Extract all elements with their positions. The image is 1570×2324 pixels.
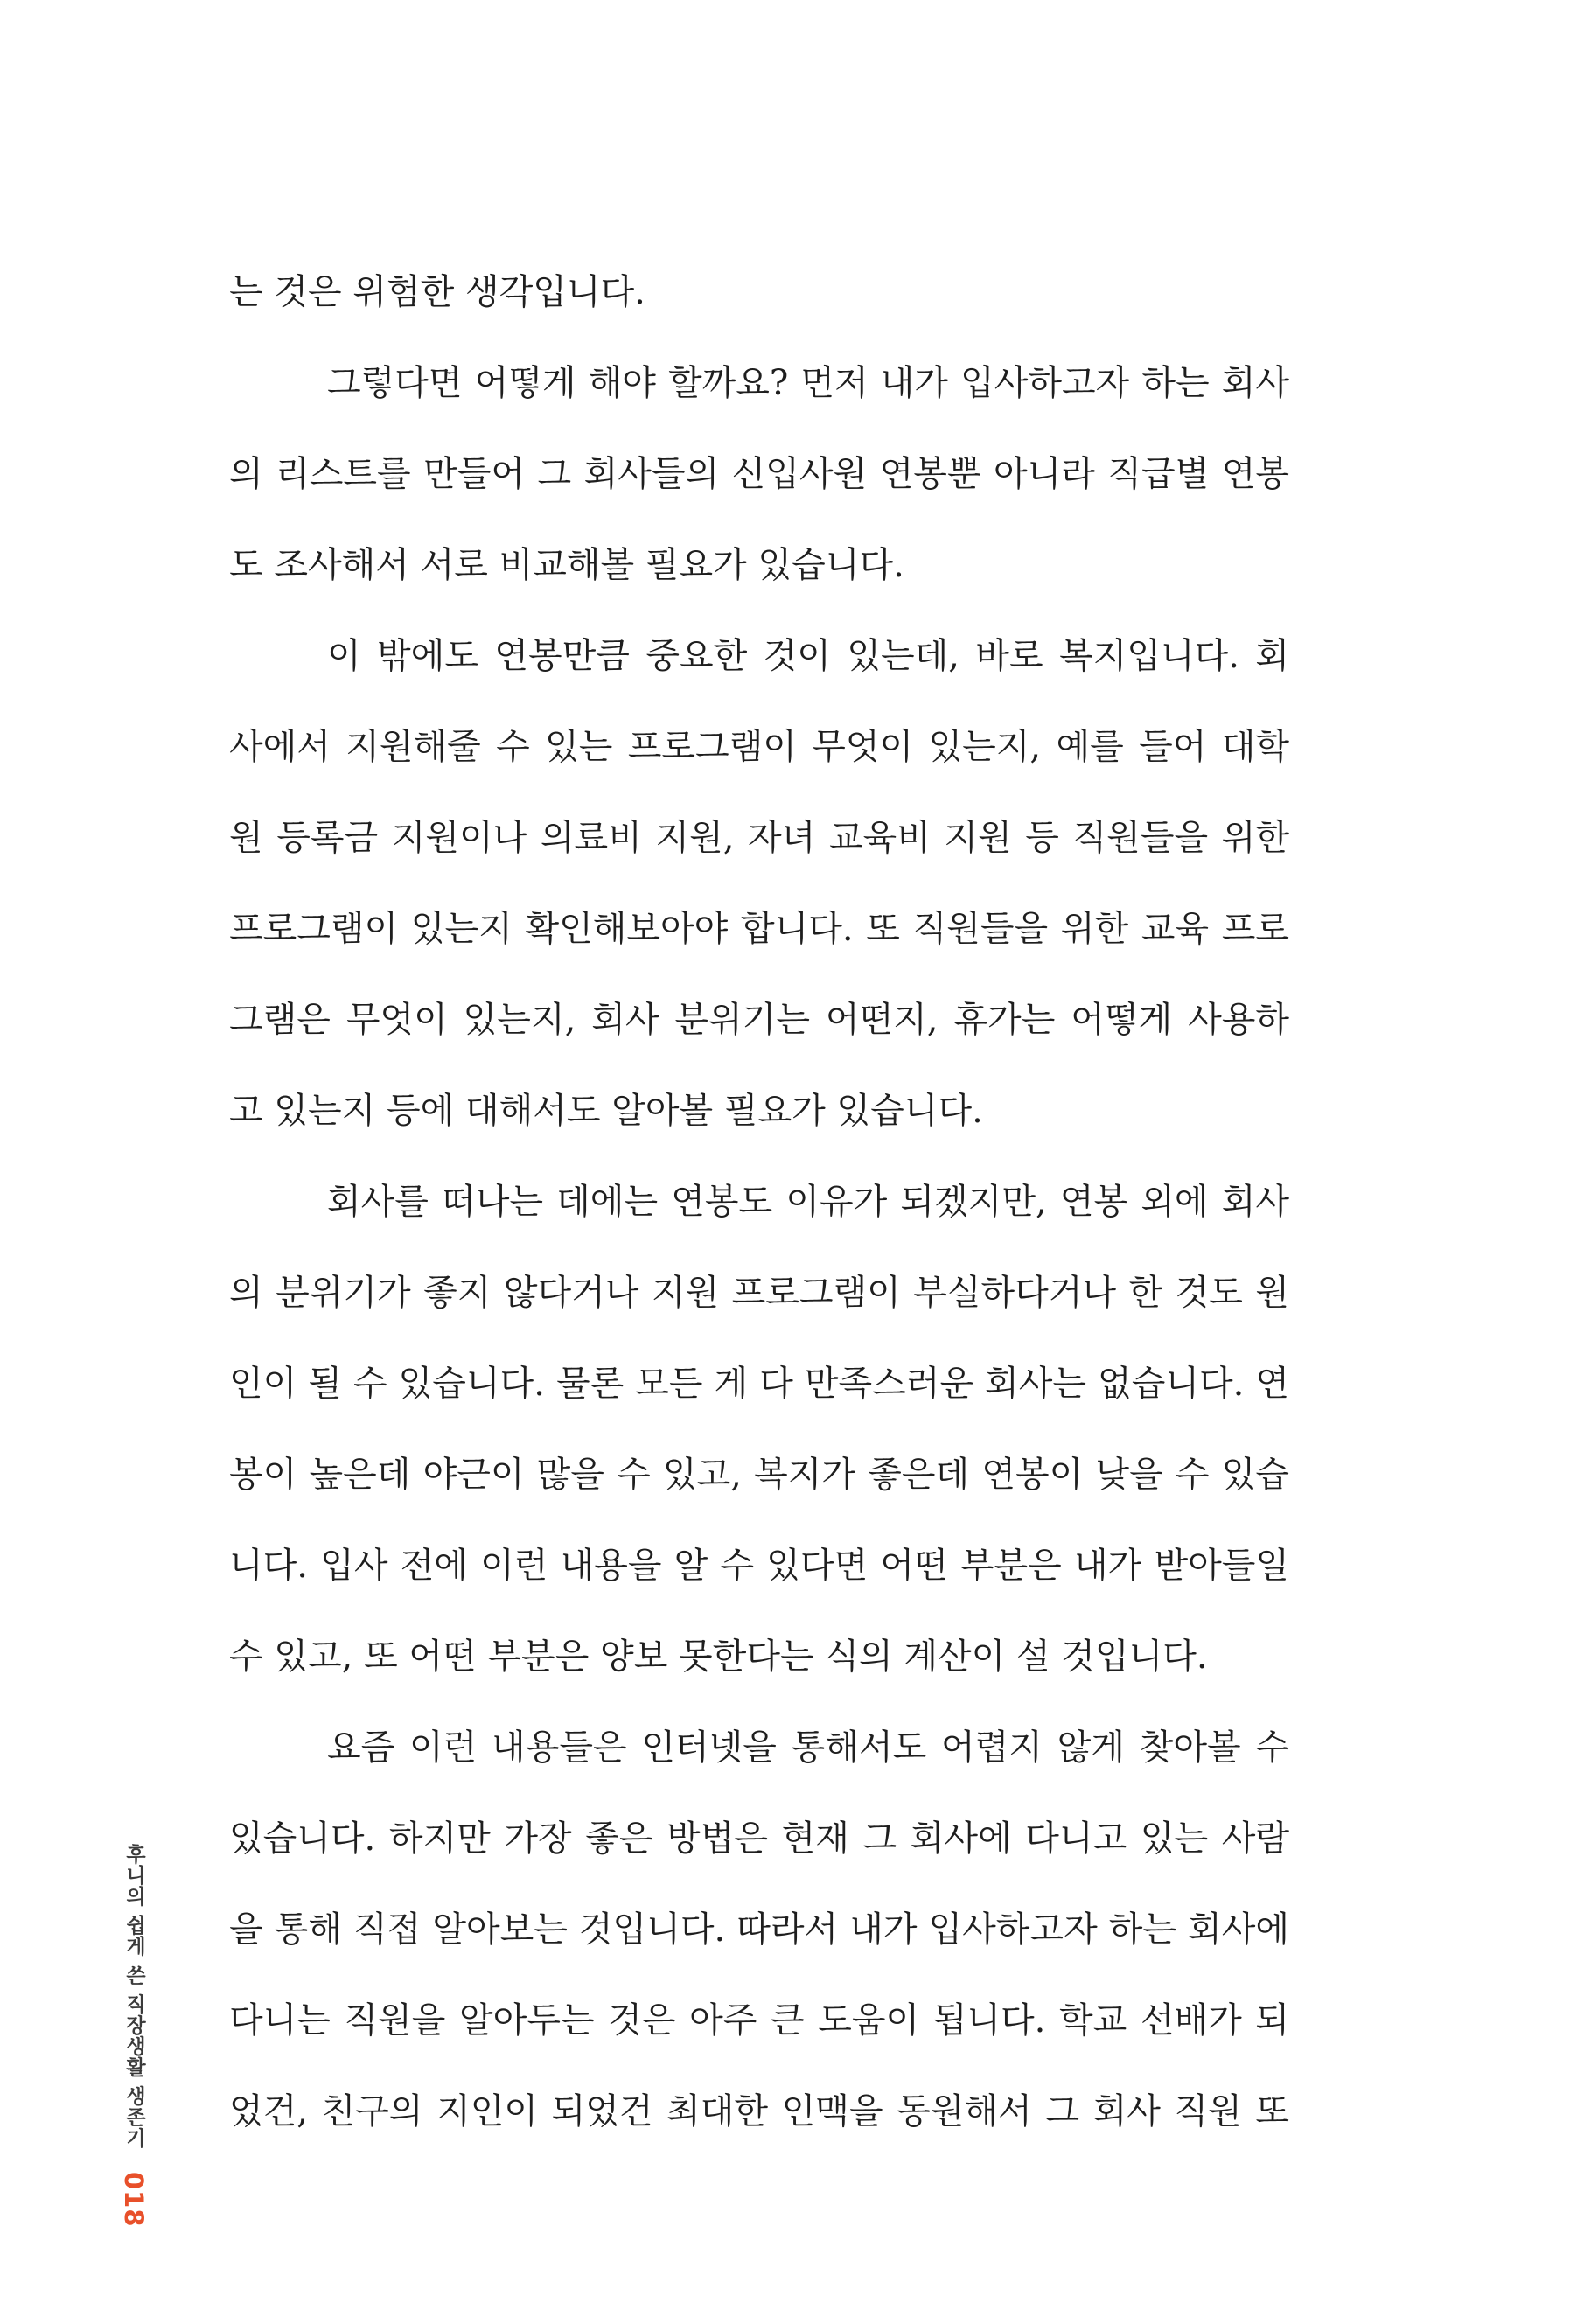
text-line: 봉이 높은데 야근이 많을 수 있고, 복지가 좋은데 연봉이 낮을 수 있습 bbox=[229, 1455, 1289, 1495]
text-line: 프로그램이 있는지 확인해보아야 합니다. 또 직원들을 위한 교육 프로 bbox=[229, 909, 1289, 949]
text-line: 수 있고, 또 어떤 부분은 양보 못한다는 식의 계산이 설 것입니다. bbox=[229, 1637, 1208, 1677]
text-line: 있습니다. 하지만 가장 좋은 방법은 현재 그 회사에 다니고 있는 사람 bbox=[229, 1818, 1289, 1859]
text-line: 의 리스트를 만들어 그 회사들의 신입사원 연봉뿐 아니라 직급별 연봉 bbox=[229, 454, 1289, 494]
text-line: 는 것은 위험한 생각입니다. bbox=[229, 272, 645, 312]
text-line: 이 밖에도 연봉만큼 중요한 것이 있는데, 바로 복지입니다. 회 bbox=[327, 636, 1289, 676]
text-line: 회사를 떠나는 데에는 연봉도 이유가 되겠지만, 연봉 외에 회사 bbox=[327, 1182, 1289, 1222]
text-line: 도 조사해서 서로 비교해볼 필요가 있습니다. bbox=[229, 545, 904, 585]
text-line: 인이 될 수 있습니다. 물론 모든 게 다 만족스러운 회사는 없습니다. 연 bbox=[229, 1364, 1289, 1404]
book-title: 후니의 쉽게 쓴 직장생활 생존기 bbox=[122, 1844, 145, 2149]
text-line: 니다. 입사 전에 이런 내용을 알 수 있다면 어떤 부분은 내가 받아들일 bbox=[229, 1546, 1289, 1586]
text-line: 의 분위기가 좋지 않다거나 지원 프로그램이 부실하다거나 한 것도 원 bbox=[229, 1273, 1289, 1313]
text-line: 그렇다면 어떻게 해야 할까요? 먼저 내가 입사하고자 하는 회사 bbox=[327, 363, 1289, 403]
text-line: 그램은 무엇이 있는지, 회사 분위기는 어떤지, 휴가는 어떻게 사용하 bbox=[229, 1000, 1289, 1040]
text-line: 사에서 지원해줄 수 있는 프로그램이 무엇이 있는지, 예를 들어 대학 bbox=[229, 727, 1289, 767]
running-footer bbox=[114, 1844, 149, 2237]
body-text bbox=[229, 247, 1289, 2157]
text-line: 을 통해 직접 알아보는 것입니다. 따라서 내가 입사하고자 하는 회사에 bbox=[229, 1909, 1289, 1950]
page-number: 018 bbox=[119, 2172, 149, 2228]
text-line: 원 등록금 지원이나 의료비 지원, 자녀 교육비 지원 등 직원들을 위한 bbox=[229, 818, 1289, 858]
text-line: 요즘 이런 내용들은 인터넷을 통해서도 어렵지 않게 찾아볼 수 bbox=[327, 1727, 1289, 1768]
text-line: 었건, 친구의 지인이 되었건 최대한 인맥을 동원해서 그 회사 직원 또 bbox=[229, 2091, 1289, 2132]
text-line: 고 있는지 등에 대해서도 알아볼 필요가 있습니다. bbox=[229, 1091, 983, 1131]
text-line: 다니는 직원을 알아두는 것은 아주 큰 도움이 됩니다. 학교 선배가 되 bbox=[229, 2000, 1289, 2041]
